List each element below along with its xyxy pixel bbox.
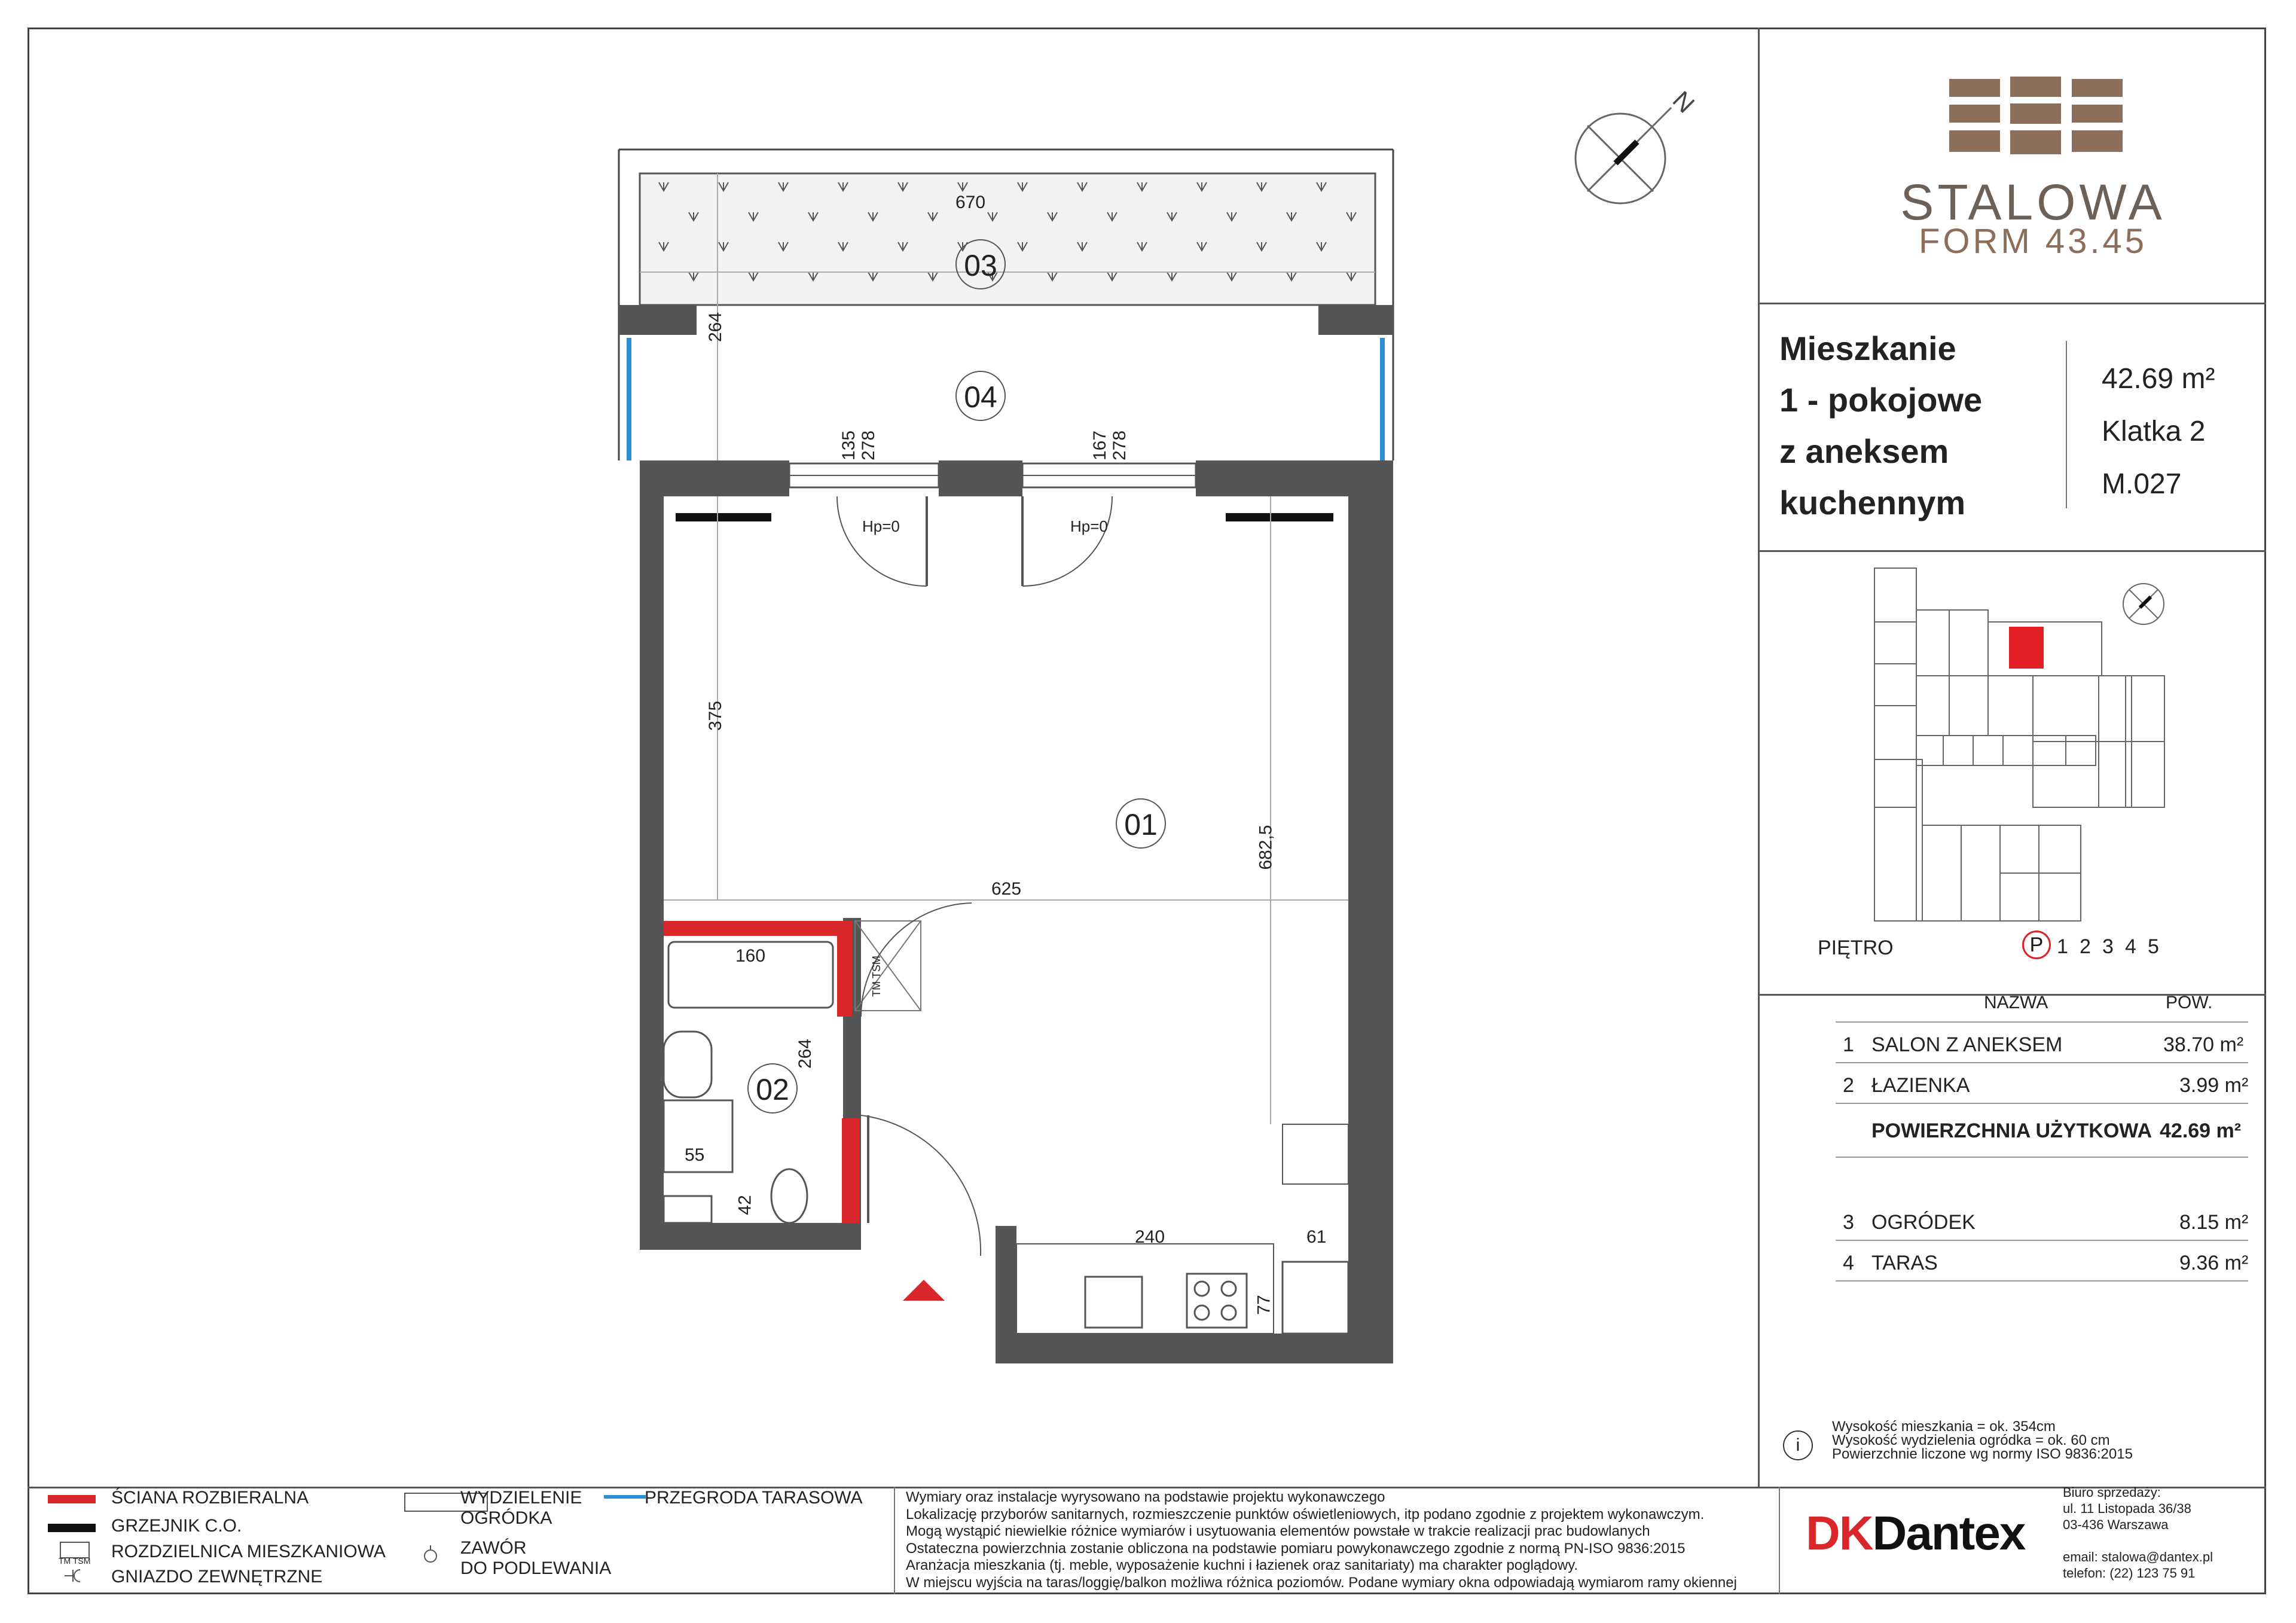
legend-label: GRZEJNIK C.O. [111,1516,242,1536]
info-note-line: Powierzchnie liczone wg normy ISO 9836:2015 [1832,1446,2133,1462]
dim-label: 625 [991,879,1022,899]
legend-label: DO PODLEWANIA [460,1558,612,1578]
legend-label: WYDZIELENIE [460,1488,582,1508]
legend-label: PRZEGRODA TARASOWA [645,1488,863,1508]
dim-label: 240 [1135,1227,1165,1247]
dantex-logo-dk: DK [1806,1506,1873,1560]
apartment-title-line: 1 - pokojowe [1779,381,1983,419]
dim-label: 375 [706,700,726,731]
divider-title [1758,550,2266,552]
sales-office [2063,1484,2213,1581]
dim-label: 61 [1306,1227,1327,1247]
brand-subtitle: FORM 43.45 [1919,222,2147,261]
sales-office-line: 03-436 Warszawa [2063,1517,2169,1532]
valve-icon [419,1543,442,1567]
table-rule [1836,1240,2248,1241]
room-label-01: 01 [1116,798,1166,849]
radiator-left [676,513,771,521]
table-row-name: TARAS [1871,1252,1938,1274]
legend-radiator-swatch [48,1524,96,1532]
dim-label: 264 [795,1038,816,1069]
floor-option-4[interactable]: 4 [2125,935,2136,958]
north-label: N [1667,86,1700,118]
apartment-title-line: Mieszkanie [1779,330,1956,367]
apartment-info [2102,353,2215,511]
dim-label: 278 [859,430,879,461]
entrance-door-swing [861,1115,981,1256]
socket-icon [62,1567,86,1585]
table-row-no: 1 [1843,1033,1854,1056]
table-row-no: 3 [1843,1211,1854,1234]
table-header-name: NAZWA [1984,993,2048,1012]
distributor-label: TM TSM [870,956,883,997]
table-rule [1836,1157,2248,1158]
terrace-pillar-left [619,305,697,335]
disclaimer-line: Wymiary oraz instalacje wyrysowano na podstawie projektu wykonawczego [906,1489,1385,1505]
apartment-number: M.027 [2102,468,2182,500]
disclaimer-line: W miejscu wyjścia na taras/loggię/balkon możliwa różnica poziomów. Podane wymiary okna odpowiadają wymiarom ramy okiennej [906,1574,1737,1591]
table-rule [1836,1103,2248,1104]
table-rule [1836,1280,2248,1282]
table-rule [1836,1062,2248,1063]
sales-office-email[interactable]: email: stalowa@dantex.pl [2063,1549,2213,1564]
kitchen-sink [1085,1277,1142,1328]
dim-label: 682,5 [1256,825,1276,870]
table-row-name: OGRÓDEK [1871,1211,1976,1234]
table-row-area: 38.70 m² [2163,1033,2244,1056]
disclaimer [906,1489,1737,1591]
dim-label: 135 [839,430,859,461]
key-plan [1854,556,2188,939]
legend-garden [460,1488,582,1529]
door-level-label: Hp=0 [1070,517,1108,535]
dim-label: 55 [685,1145,705,1165]
brand-name: STALOWA [1900,174,2166,230]
disclaimer-line: Aranżacja mieszkania (tj. meble, wyposażenie kuchni i łazienek oraz sanitariaty) ma charakter poglądowy. [906,1557,1578,1573]
apartment-title [1779,323,2031,529]
dim-label: 77 [1254,1295,1274,1315]
legend-partition-swatch [604,1495,646,1499]
table-row-no: 2 [1843,1074,1854,1097]
info-note-line: Wysokość mieszkania = ok. 354cm [1832,1418,2056,1435]
stove [1187,1274,1247,1328]
terrace-pillar-right [1318,305,1393,335]
legend-label: OGRÓDKA [460,1508,552,1528]
dantex-logo-name: Dantex [1872,1506,2025,1560]
dim-label: 670 [955,193,986,212]
dim-label: 264 [706,312,726,343]
door-swing-right [1022,496,1112,586]
fridge [1283,1124,1348,1184]
disclaimer-line: Mogą wystąpić niewielkie różnice wymiarów i usytuowania elementów powstałe w trakcie realizacji prac budowlanych [906,1523,1650,1539]
sales-office-phone[interactable]: telefon: (22) 123 75 91 [2063,1566,2196,1581]
legend-label: GNIAZDO ZEWNĘTRZNE [111,1567,323,1587]
apartment-title-line: z aneksem [1779,432,1949,470]
door-level-label: Hp=0 [862,517,900,535]
table-row-area: 9.36 m² [2179,1252,2249,1274]
legend-distributor-symbol: TM TSM [59,1556,91,1566]
floor-option-3[interactable]: 3 [2102,935,2114,958]
floor-option-p[interactable]: P [2022,931,2051,959]
divider-footer [28,1487,2266,1488]
info-icon: i [1783,1430,1813,1460]
apartment-area: 42.69 m² [2102,363,2215,395]
garden-area [640,173,1375,305]
table-row-name: SALON Z ANEKSEM [1871,1033,2063,1056]
divider-title-info [2066,341,2067,508]
dim-label: 167 [1090,430,1110,461]
sales-office-line: Biuro sprzedaży: [2063,1485,2161,1500]
toilet [771,1169,807,1223]
disclaimer-line: Ostateczna powierzchnia zostanie obliczona na podstawie pomiaru powykonawczego zgodnie z normą PN-ISO 9836:2015 [906,1540,1686,1557]
table-header-area: POW. [2166,993,2213,1012]
dim-label: 160 [735,946,766,966]
dim-label: 278 [1110,430,1130,461]
disclaimer-line: Lokalizację przyborów sanitarnych, rozmieszczenie punktów oświetleniowych, itp podano zgodnie z projektem wykonawczym. [906,1506,1705,1523]
legend-valve [460,1538,611,1579]
removable-wall-top [664,921,852,936]
legend-label: ŚCIANA ROZBIERALNA [111,1488,309,1508]
divider-footer-1 [894,1487,895,1594]
info-note-line: Wysokość wydzielenia ogródka = ok. 60 cm [1832,1432,2110,1448]
floor-option-1[interactable]: 1 [2057,935,2068,958]
divider-footer-2 [1779,1487,1780,1594]
divider-logo [1758,303,2266,304]
divider-right-panel [1758,28,1760,1487]
room-label-02: 02 [747,1063,798,1113]
sales-office-line: ul. 11 Listopada 36/38 [2063,1501,2191,1516]
room-label-04: 04 [955,371,1006,421]
legend-label: ZAWÓR [460,1538,527,1558]
key-plan-north-icon [2123,584,2164,624]
walls [640,460,1393,1363]
room-label-03: 03 [955,239,1006,289]
table-row-no: 4 [1843,1252,1854,1274]
washbasin [664,1032,712,1097]
dantex-logo [1806,1506,2025,1561]
table-row-area: 8.15 m² [2179,1211,2249,1234]
removable-wall-side [837,921,852,1017]
table-rule [1836,1021,2248,1023]
radiator-right [1226,513,1333,521]
apartment-staircase: Klatka 2 [2102,416,2206,447]
door-swing-left [837,496,927,586]
north-arrow-icon [1576,108,1671,203]
floor-option-2[interactable]: 2 [2080,935,2091,958]
table-row-area: 3.99 m² [2179,1074,2249,1097]
table-total-area: 42.69 m² [2160,1119,2242,1142]
stalowa-logo-icon [1943,72,2129,161]
key-plan-unit-highlight [2009,627,2044,669]
legend-label: ROZDZIELNICA MIESZKANIOWA [111,1542,386,1561]
entrance-marker-icon [903,1280,945,1301]
sales-office-spacer [2063,1533,2213,1549]
floor-option-5[interactable]: 5 [2148,935,2159,958]
table-total-label: POWIERZCHNIA UŻYTKOWA [1871,1119,2152,1142]
dim-label: 42 [735,1195,755,1215]
table-row-name: ŁAZIENKA [1871,1074,1970,1097]
apartment-title-line: kuchennym [1779,484,1966,521]
legend-removable-wall-swatch [48,1495,96,1503]
info-notes [1832,1420,2133,1461]
removable-wall-lower [842,1118,860,1223]
floor-label: PIĘTRO [1818,936,1894,959]
